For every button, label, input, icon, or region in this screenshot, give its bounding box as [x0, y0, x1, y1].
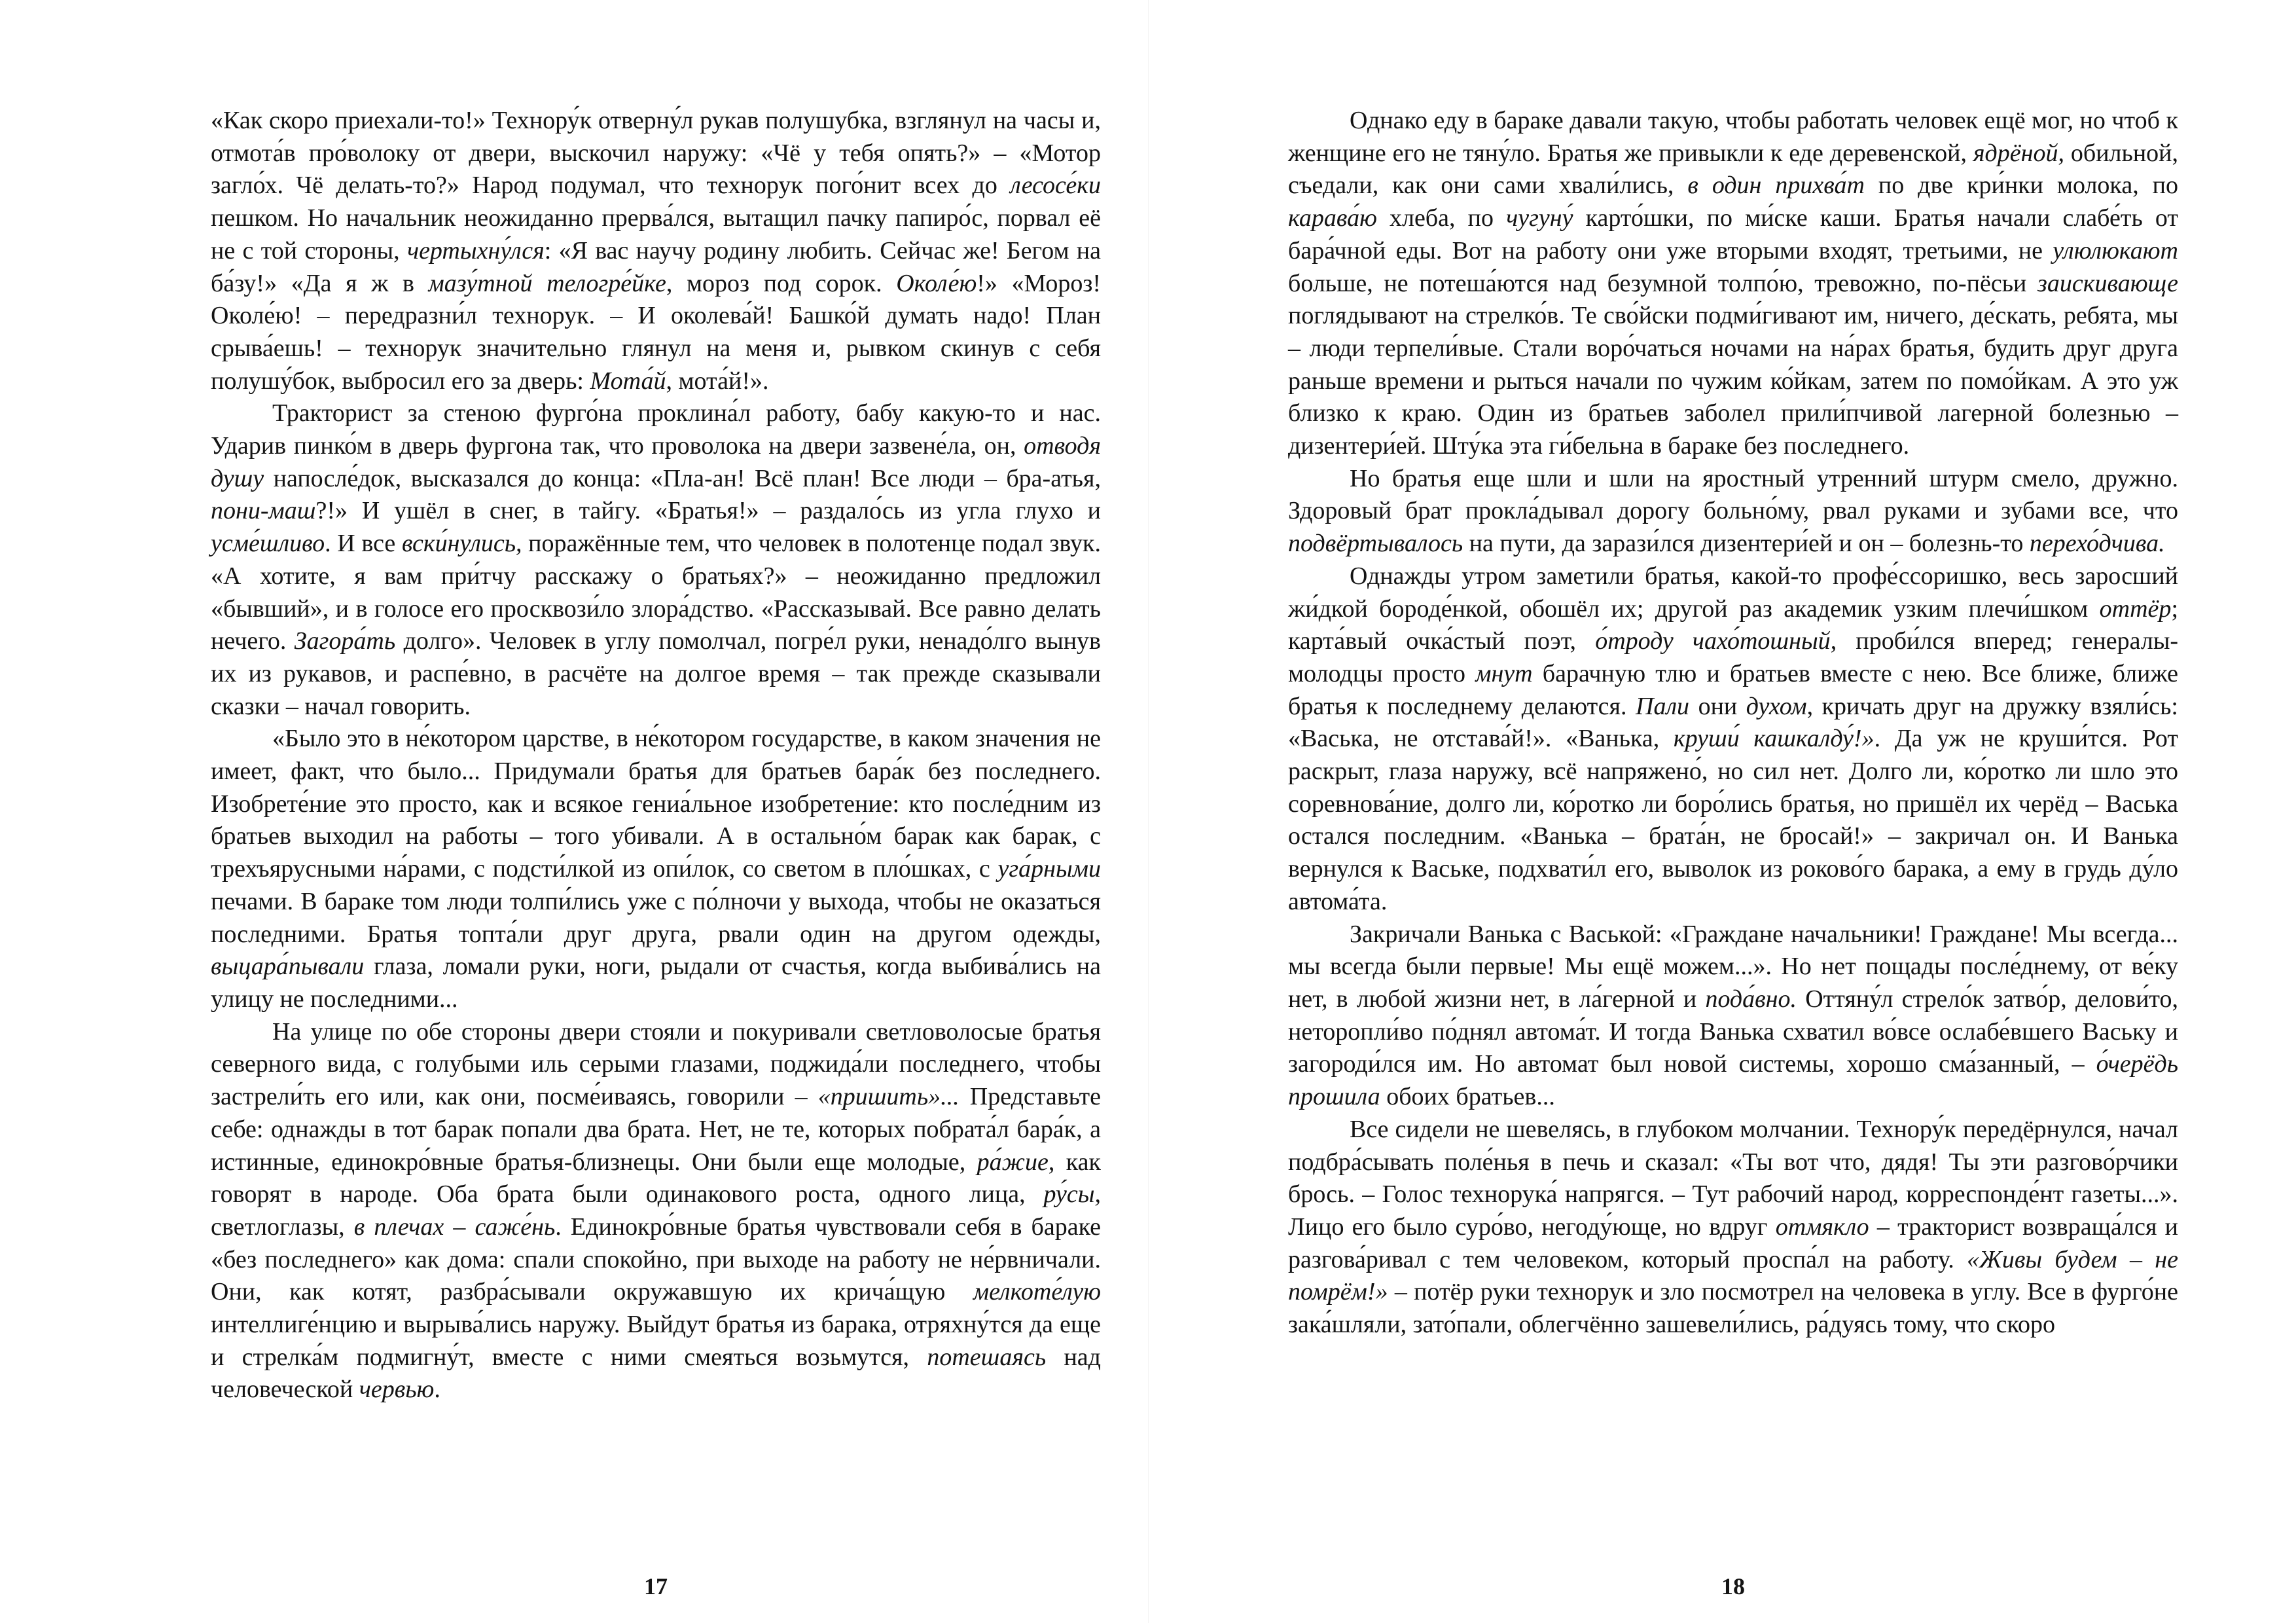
- paragraph: Все сидели не шевелясь, в глубоком молчании. Технору́к передёрнулся, начал подбра́сывать поле́нья в печь и сказал: «Ты вот что, дядя! Ты эти разгово́рчики брось. – Голос технорука́ напрягся. – Тут рабочий народ, корреспонде́нт газеты...». Лицо его было суро́во, негоду́юще, но вдруг отмякло – тракторист возвраща́лся и разгова́ривал с тем человеком, который проспа́л на работу. «Живы будем – не помрём!» – потёр руки технорук и зло посмотрел на человека в углу. Все в фурго́не зака́шляли, зато́пали, облегчённо зашевели́лись, ра́дуясь тому, что скоро: [1288, 1115, 2178, 1339]
- left-page-text: [211, 105, 1101, 1453]
- paragraph: Но братья еще шли и шли на яростный утренний штурм смело, дружно. Здоровый брат прокла́дывал дорогу больно́му, рвал руками и зубами все, что подвёртывалось на пути, да зарази́лся дизентери́ей и он – болезнь-то перехо́дчива.: [1288, 464, 2178, 558]
- paragraph: Однако еду в бараке давали такую, чтобы работать человек ещё мог, но чтоб к женщине его не тяну́ло. Братья же привыкли к еде деревенской, ядрёной, обильной, съедали, как они сами хвали́лись, в один прихва́т по две кри́нки молока, по карава́ю хлеба, по чугуну́ карто́шки, по ми́ске каши. Братья начали слабе́ть от бара́чной еды. Вот на работу они уже вторыми входят, третьими, не улюлюкают больше, не потеша́ются над безумной толпо́ю, тревожно, по-пёсьи заискивающе поглядывают на стрелко́в. Те сво́йски подми́гивают им, ничего, де́скать, ребята, мы – люди терпели́вые. Стали воро́чаться ночами на на́рах братья, будить друг друга раньше времени и рыться начали по чужим ко́йкам, затем по помо́йкам. А это уж близко к краю. Один из братьев заболел прили́пчивой лагерной болезнью – дизентери́ей. Шту́ка эта ги́бельна в бараке без последнего.: [1288, 107, 2178, 460]
- page-number: 18: [1721, 1573, 1745, 1599]
- left-page: [211, 105, 1102, 1599]
- right-page: [1288, 105, 2179, 1599]
- gutter-shadow: [1148, 0, 1149, 1623]
- paragraph: Тракторист за стеною фурго́на проклина́л работу, бабу какую-то и нас. Ударив пинко́м в дверь фургона так, что проволока на двери зазвене́ла, он, отводя душу напосле́док, высказался до конца: «Пла-ан! Всё план! Все люди – бра-атья, пони-маш?!» И ушёл в снег, в тайгу. «Братья!» – раздало́сь из угла глухо и усме́шливо. И все вски́нулись, поражённые тем, что человек в полотенце подал звук. «А хотите, я вам при́тчу расскажу о братьях?» – неожиданно предложил «бывший», и в голосе его просквози́ло злора́дство. «Рассказывай. Все равно делать нечего. Загора́ть долго». Человек в углу помолчал, погре́л руки, ненадо́лго вынув их из рукавов, и распе́вно, в расчёте на долгое время – так прежде сказывали сказки – начал говорить.: [211, 399, 1102, 720]
- paragraph: «Как скоро приехали-то!» Технору́к отверну́л рукав полушубка, взглянул на часы и, отмота́в про́волоку от двери, выскочил наружу: «Чё у тебя опять?» – «Мотор загло́х. Чё делать-то?» Народ подумал, что технорук пого́нит всех до лесосе́ки пешком. Но начальник неожиданно прерва́лся, вытащил пачку папиро́с, порвал её не с той стороны, чертыхну́лся: «Я вас научу родину любить. Сейчас же! Бегом на ба́зу!» «Да я ж в мазу́тной телогре́йке, мороз под сорок. Околе́ю!» «Мороз! Околе́ю! – передразни́л технорук. – И околева́й! Башко́й думать надо! План срыва́ешь! – технорук значительно глянул на меня и, рывком скинув с себя полушу́бок, выбросил его за дверь: Мота́й, мота́й!».: [211, 107, 1101, 395]
- paragraph: Закричали Ванька с Васькой: «Граждане начальники! Граждане! Мы всегда... мы всегда были первые! Мы ещё можем...». Но нет пощады после́днему, от ве́ку нет, в любой жизни нет, в ла́герной и пода́вно. Оттяну́л стрело́к затво́р, делови́то, неторопли́во по́днял автома́т. И тогда Ванька схватил во́все ослабе́вшего Ваську и загороди́лся им. Но автомат был новой системы, хорошо сма́занный, – о́черёдь прошила обоих братьев...: [1288, 920, 2179, 1111]
- paragraph: «Было это в не́котором царстве, в не́котором государстве, в каком значения не имеет, факт, что было... Придумали братья для братьев бара́к без последнего. Изобрете́ние это просто, как и всякое гениа́льное изобретение: кто после́дним из братьев выходил на работы – того убивали. А в остально́м барак как барак, с трехъярусными на́рами, с подсти́лкой из опи́лок, со светом в пло́шках, с уга́рными печами. В бараке том люди толпи́лись уже с по́лночи у выхода, чтобы не оказаться последними. Братья топта́ли друг друга, рвали один на другом одежды, выцара́пывали глаза, ломали руки, ноги, рыдали от счастья, когда выбива́лись на улицу не последними...: [211, 725, 1101, 1013]
- paragraph: На улице по обе стороны двери стояли и покуривали светловолосые братья северного вида, с голубыми иль серыми глазами, поджида́ли последнего, чтобы застрели́ть его или, как они, посме́иваясь, говорили – «пришить»... Представьте себе: однажды в тот барак попали два брата. Нет, не те, которых побрата́л бара́к, а истинные, единокро́вные братья-близнецы. Они были еще молодые, ра́жие, как говорят в народе. Оба брата были одинакового роста, одного лица, ру́сы, светлоглазы, в плечах – саже́нь. Единокро́вные братья чувствовали себя в бараке «без последнего» как дома: спали спокойно, при выходе на работу не не́рвничали. Они, как котят, разбра́сывали окружавшую их крича́щую мелкоте́лую интеллиге́нцию и вырыва́лись наружу. Выйдут братья из барака, отряхну́тся да еще и стрелка́м подмигну́т, вместе с ними смеяться возьмутся, потешаясь над человеческой червью.: [211, 1017, 1101, 1404]
- paragraph: Однажды утром заметили братья, какой-то профе́ссоришко, весь заросший жи́дкой бороде́нкой, обошёл их; другой раз академик узким плечи́шком оттёр; карта́вый очка́стый поэт, о́троду чахо́тошный, проби́лся вперед; генералы-молодцы просто мнут барачную тлю и братьев вместе с нею. Все ближе, ближе братья к последнему делаются. Пали они духом, кричать друг на дружку взяли́сь: «Васька, не отстава́й!». «Ванька, круши́ кашкалду́!». Да уж не круши́тся. Рот раскрыт, глаза наружу, всё напряжено́, но сил нет. Долго ли, ко́ротко ли шло это соревнова́ние, долго ли, ко́ротко ли боро́лись братья, но пришёл их черёд – Васька остался последним. «Ванька – брата́н, не бросай!» – закричал он. И Ванька вернулся к Ваське, подхвати́л его, выволок из роково́го барака, а ему в грудь ду́ло автома́та.: [1288, 562, 2179, 915]
- page-number: 17: [644, 1573, 668, 1599]
- right-page-text: [1288, 105, 2178, 1453]
